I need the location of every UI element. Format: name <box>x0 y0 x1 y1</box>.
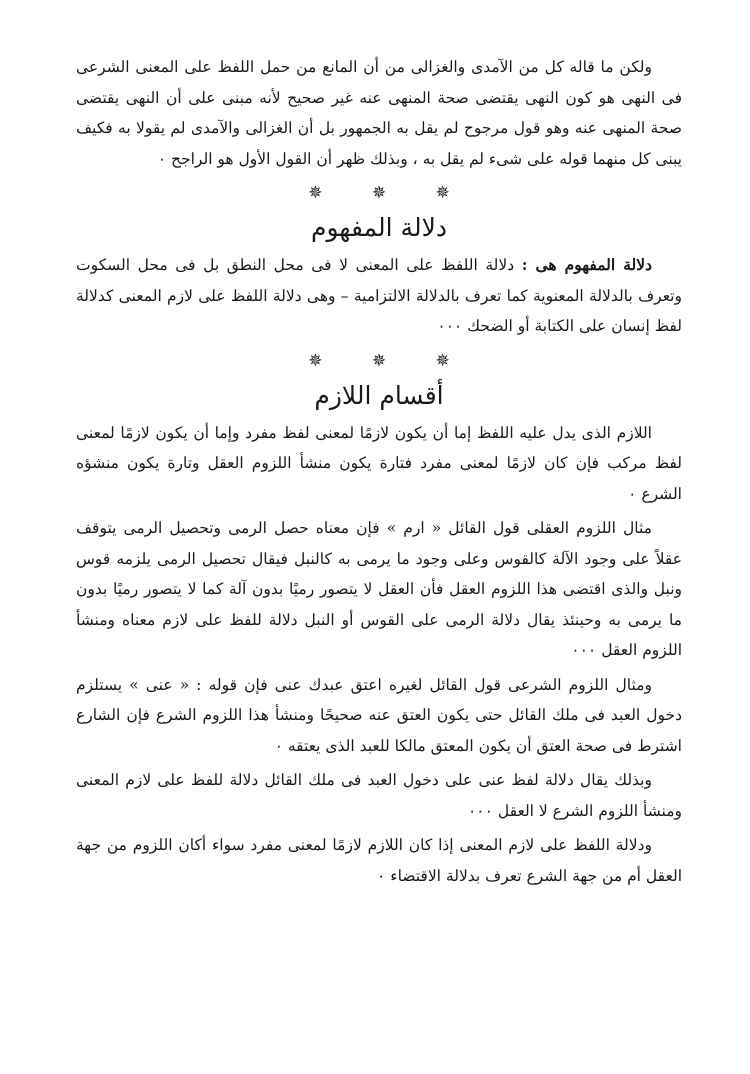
definition-term: دلالة المفهوم هى : <box>521 255 653 274</box>
heading-aqsam-al-lazim: أقسام اللازم <box>314 380 444 410</box>
paragraph-rational-example: مثال اللزوم العقلى قول القائل « ارم » فإن معناه حصل الرمى وتحصيل الرمى يتوقف عقلاً على وجود الآلة كالقوس وعلى وجود ما يرمى به كالنبل فيقال تحصيل الرمى يلزمه قوس ونبل والذى اقتضى هذا اللزوم العقل فأن العقل لا يتصور رميًا بدون آلة كما لا يتصور رميًا بدون ما يرمى به وحينئذ يقال دلالة الرمى على القوس أو النبل دلالة للفظ على لازم معناه ومنشأ اللزوم العقل ٠٠٠ <box>76 519 682 659</box>
page-body <box>76 52 682 895</box>
paragraph-lazim-types: اللازم الذى يدل عليه اللفظ إما أن يكون لازمًا لمعنى لفظ مفرد وإما أن يكون لازمًا لمعنى لفظ مركب فإن كان لازمًا لمعنى مفرد فتارة يكون منشأ اللزوم العقل وتارة يكون منشؤه الشرع ٠ <box>76 423 682 503</box>
paragraph-legal-conclusion: وبذلك يقال دلالة لفظ عنى على دخول العبد فى ملك القائل دلالة للفظ على لازم المعنى ومنشأ اللزوم الشرع لا العقل ٠٠٠ <box>76 771 682 820</box>
heading-dalalat-al-mafhum: دلالة المفهوم <box>311 213 447 242</box>
paragraph-mafhum-definition <box>76 250 682 342</box>
paragraph-legal-example: ومثال اللزوم الشرعى قول القائل لغيره اعتق عبدك عنى فإن قوله : « عنى » يستلزم دخول العبد فى ملك القائل حتى يكون العتق عنه صحيحًا ومنشأ هذا اللزوم الشرع فإن الشارع اشترط فى صحة العتق أن يكون المعتق مالكا للعبد الذى يعتقه ٠ <box>76 675 682 755</box>
section-separator-stars: ✵ ✵ ✵ <box>308 183 472 203</box>
section-separator-stars: ✵ ✵ ✵ <box>308 350 472 371</box>
paragraph-iqtida-definition: ودلالة اللفظ على لازم المعنى إذا كان اللازم لازمًا لمعنى مفرد سواء أكان اللزوم من جهة العقل أم من جهة الشرع تعرف بدلالة الاقتضاء ٠ <box>76 836 682 885</box>
definition-text: دلالة اللفظ على المعنى لا فى محل النطق بل فى محل السكوت وتعرف بالدلالة المعنوية كما تعرف بالدلالة الالتزامية – وهى دلالة اللفظ على لازم المعنى كدلالة لفظ إنسان على الكتابة أو الضحك ٠٠٠ <box>76 256 682 335</box>
paragraph-ghazali-amidi: ولكن ما قاله كل من الآمدى والغزالى من أن المانع من حمل اللفظ على المعنى الشرعى فى النهى هو كون النهى يقتضى صحة المنهى عنه غير صحيح لأنه مبنى على أن النهى يقتضى صحة المنهى عنه وهو قول مرجوح لم يقل به الجمهور بل أن الغزالى والآمدى لم يقولا به فكيف يبنى كل منهما قوله على شىء لم يقل به ، وبذلك ظهر أن القول الأول هو الراجح ٠ <box>76 58 682 168</box>
